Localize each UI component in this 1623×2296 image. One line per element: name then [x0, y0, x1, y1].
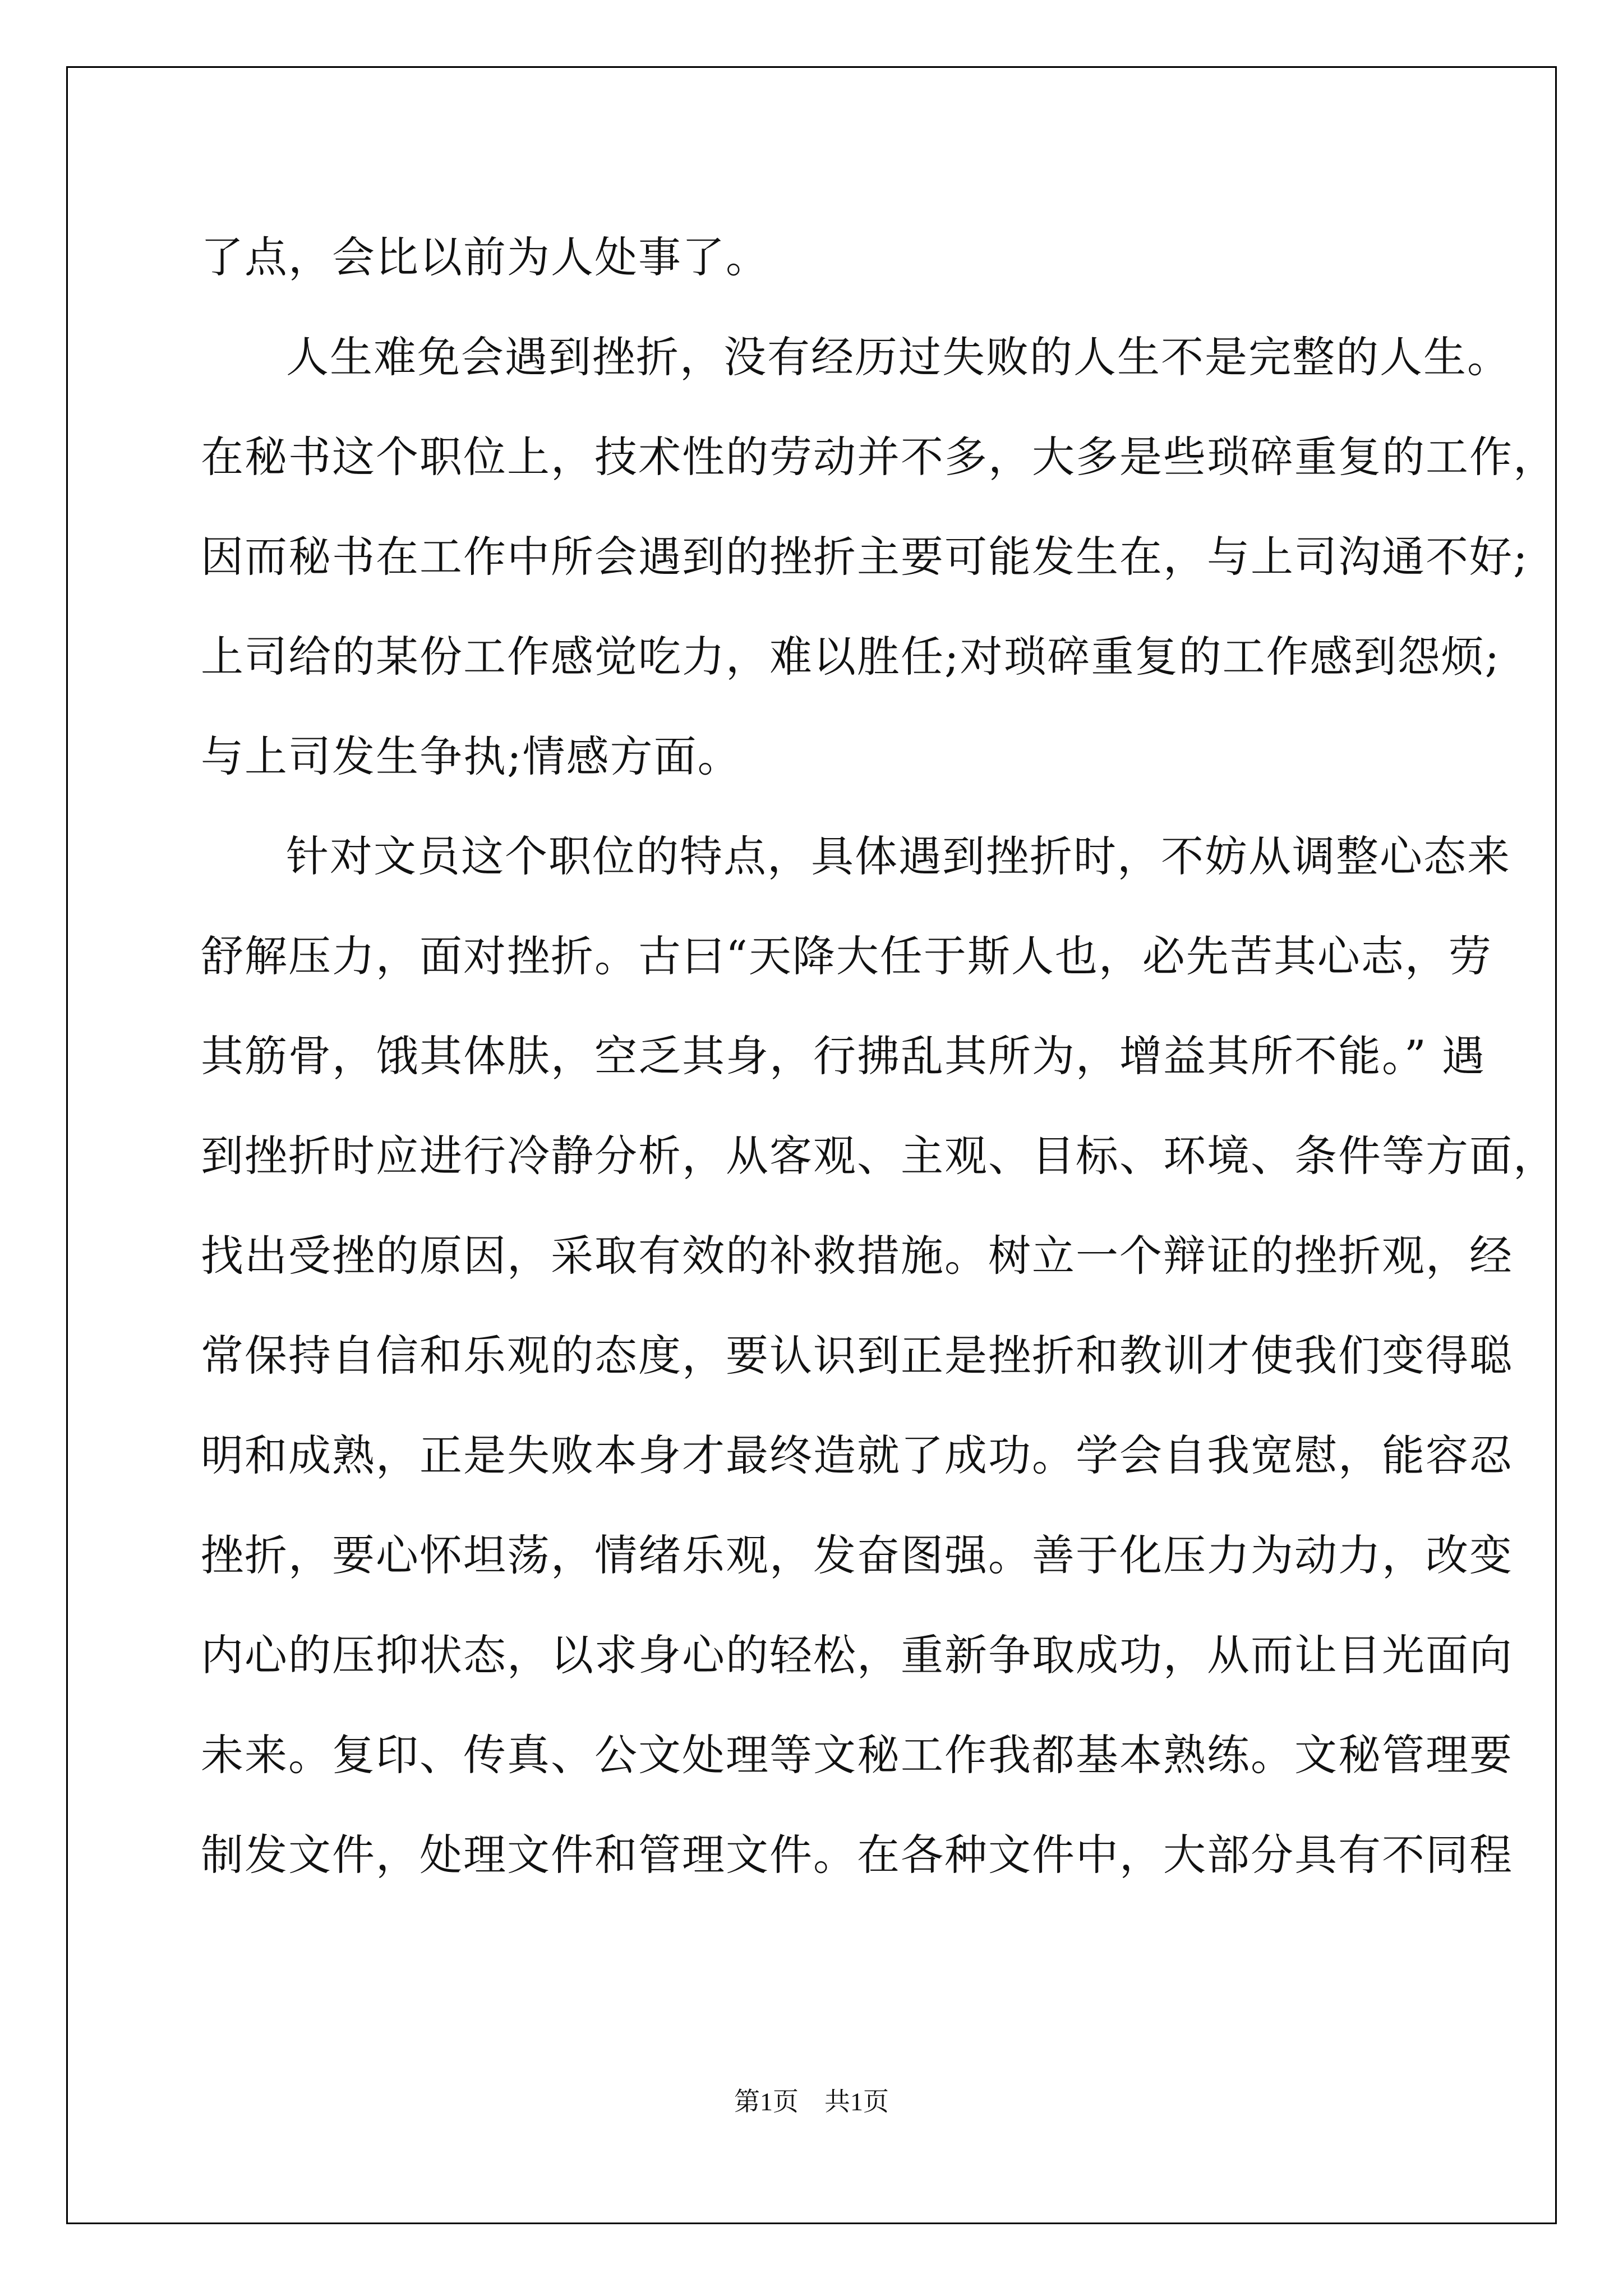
text-line: 常保持自信和乐观的态度，要认识到正是挫折和教训才使我们变得聪 [201, 1331, 1513, 1381]
page-total: 共1页 [824, 2087, 889, 2116]
text-line: 制发文件，处理文件和管理文件。在各种文件中，大部分具有不同程 [201, 1830, 1513, 1880]
text-line: 到挫折时应进行冷静分析，从客观、主观、目标、环境、条件等方面， [201, 1131, 1557, 1181]
text-line: 舒解压力，面对挫折。古曰“天降大任于斯人也，必先苦其心志，劳 [201, 931, 1492, 981]
text-line: 上司给的某份工作感觉吃力，难以胜任;对琐碎重复的工作感到怨烦; [201, 632, 1501, 682]
document-body [201, 208, 1557, 1905]
text-line: 因而秘书在工作中所会遇到的挫折主要可能发生在，与上司沟通不好; [201, 532, 1529, 582]
text-line: 找出受挫的原因，采取有效的补救措施。树立一个辩证的挫折观，经 [201, 1231, 1513, 1281]
page-number: 第1页 [734, 2087, 799, 2116]
text-line: 其筋骨，饿其体肤，空乏其身，行拂乱其所为，增益其所不能。” 遇 [201, 1031, 1486, 1081]
text-line: 未来。复印、传真、公文处理等文秘工作我都基本熟练。文秘管理要 [201, 1730, 1513, 1780]
text-line: 在秘书这个职位上，技术性的劳动并不多，大多是些琐碎重复的工作， [201, 432, 1557, 482]
text-line: 针对文员这个职位的特点，具体遇到挫折时，不妨从调整心态来 [286, 831, 1511, 881]
text-line: 明和成熟，正是失败本身才最终造就了成功。学会自我宽慰，能容忍 [201, 1430, 1513, 1480]
page-footer [0, 2081, 1623, 2118]
text-line: 了点，会比以前为人处事了。 [201, 232, 769, 282]
text-line: 人生难免会遇到挫折，没有经历过失败的人生不是完整的人生。 [286, 332, 1511, 382]
text-line: 挫折，要心怀坦荡，情绪乐观，发奋图强。善于化压力为动力，改变 [201, 1530, 1513, 1580]
text-line: 内心的压抑状态，以求身心的轻松，重新争取成功，从而让目光面向 [201, 1630, 1513, 1680]
text-line: 与上司发生争执;情感方面。 [201, 731, 741, 781]
